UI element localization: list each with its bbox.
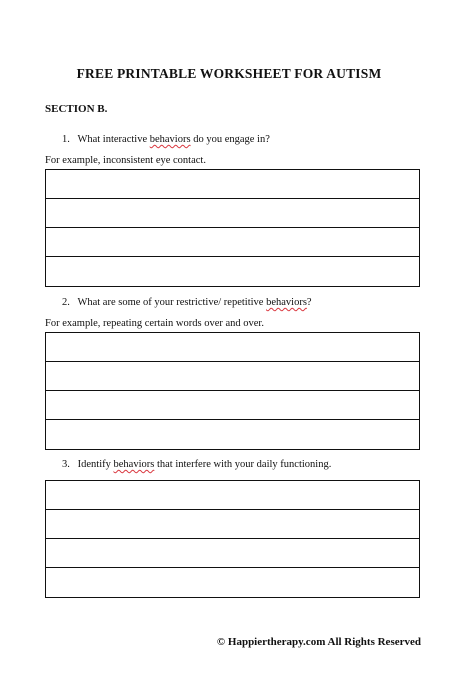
question-2-text-before: What are some of your restrictive/ repetitive bbox=[77, 297, 267, 308]
answer-line[interactable] bbox=[46, 199, 419, 228]
question-2-flagged-word: behaviors bbox=[266, 297, 307, 308]
question-3 bbox=[62, 459, 331, 470]
question-2-number: 2. bbox=[62, 297, 70, 308]
question-3-answer-box[interactable] bbox=[45, 480, 420, 598]
question-2 bbox=[62, 297, 312, 308]
question-2-answer-box[interactable] bbox=[45, 332, 420, 450]
answer-line[interactable] bbox=[46, 170, 419, 199]
answer-line[interactable] bbox=[46, 333, 419, 362]
question-3-text-before: Identify bbox=[77, 459, 114, 470]
question-1 bbox=[62, 134, 270, 145]
question-1-answer-box[interactable] bbox=[45, 169, 420, 287]
answer-line[interactable] bbox=[46, 420, 419, 449]
question-3-number: 3. bbox=[62, 459, 70, 470]
question-1-flagged-word: behaviors bbox=[149, 134, 191, 145]
question-1-text-after: do you engage in? bbox=[190, 134, 270, 145]
question-1-text-before: What interactive bbox=[77, 134, 150, 145]
answer-line[interactable] bbox=[46, 539, 419, 568]
question-2-example: For example, repeating certain words over and over. bbox=[45, 318, 264, 329]
answer-line[interactable] bbox=[46, 510, 419, 539]
answer-line[interactable] bbox=[46, 481, 419, 510]
question-3-text-after: that interfere with your daily functioning. bbox=[154, 459, 332, 470]
question-1-number: 1. bbox=[62, 134, 70, 145]
answer-line[interactable] bbox=[46, 391, 419, 420]
worksheet-title: FREE PRINTABLE WORKSHEET FOR AUTISM bbox=[76, 66, 382, 81]
question-2-text-after: ? bbox=[306, 297, 312, 308]
answer-line[interactable] bbox=[46, 362, 419, 391]
answer-line[interactable] bbox=[46, 568, 419, 597]
copyright-footer: © Happiertherapy.com All Rights Reserved bbox=[216, 636, 421, 648]
question-1-example: For example, inconsistent eye contact. bbox=[45, 155, 206, 166]
answer-line[interactable] bbox=[46, 257, 419, 286]
answer-line[interactable] bbox=[46, 228, 419, 257]
question-3-flagged-word: behaviors bbox=[113, 459, 155, 470]
section-heading: SECTION B. bbox=[45, 103, 108, 115]
